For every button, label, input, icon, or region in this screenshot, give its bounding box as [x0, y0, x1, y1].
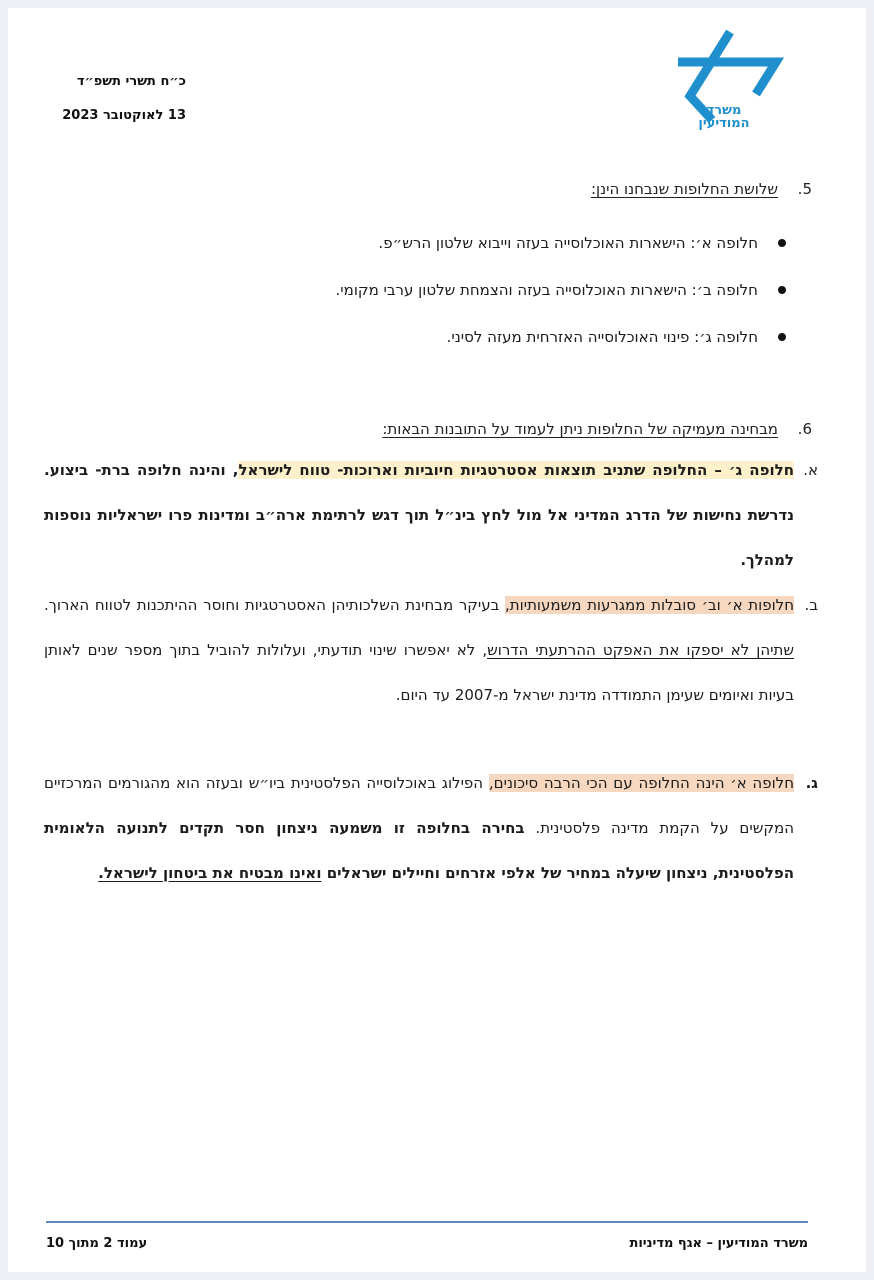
insight-c-highlight: חלופה א׳ הינה החלופה עם הכי הרבה סיכונים, [488, 774, 795, 792]
section-5-heading [591, 180, 812, 198]
footer-divider [46, 1221, 808, 1223]
gregorian-date: 13 לאוקטובר 2023 [62, 108, 186, 123]
section-5-number: 5. [797, 180, 812, 198]
insight-c-marker: ג. [805, 774, 818, 792]
insight-b-part-2: , לא יאפשרו שינוי תודעתי, ועלולות להוביל בתוך מספר שנים לאותן בעיות ואיומים שעימן התמודדה מדינת ישראל מ-2007 עד היום. [44, 641, 794, 704]
insight-b-body [44, 583, 794, 718]
insight-c-body [44, 761, 794, 896]
list-item [166, 230, 786, 277]
bullet-text: חלופה א׳: הישארות האוכלוסייה בעזה וייבוא שלטון הרש״פ. [378, 234, 758, 252]
insight-a-highlight: חלופה ג׳ – החלופה שתניב תוצאות אסטרטגיות חיוביות וארוכות- טווח לישראל [238, 461, 794, 479]
insight-b-underlined: שתיהן לא יספקו את האפקט ההרתעתי הדרוש [487, 641, 794, 659]
footer-department: משרד המודיעין – אגף מדיניות [629, 1236, 808, 1251]
hebrew-date: כ״ח תשרי תשפ״ד [76, 74, 186, 89]
insight-c-part-1: הפילוג באוכלוסייה הפלסטינית ביו״ש ובעזה הוא מהגורמים המרכזיים המקשים על הקמת מדינה פלסטינית. [44, 774, 794, 837]
insight-a-rest: , והינה חלופה ברת- ביצוע. נדרשת נחישות של הדרג המדיני אל מול לחץ בינ״ל תוך דגש לרתימת ארה״ב ומדינות פרו ישראליות נוספות למהלך. [44, 461, 794, 569]
insight-b-part-1: בעיקר מבחינת השלכותיהן האסטרטגיות וחוסר ההיתכנות לטווח הארוך. [44, 596, 505, 614]
insight-b-highlight: חלופות א׳ וב׳ סובלות ממגרעות משמעותיות, [505, 596, 794, 614]
insight-b-marker: ב. [804, 596, 818, 614]
insight-c-bold: בחירה בחלופה זו משמעה ניצחון חסר תקדים לתנועה הלאומית הפלסטינית, ניצחון שיעלה במחיר של אלפי אזרחים וחיילים ישראלים [44, 819, 794, 882]
bullet-text: חלופה ג׳: פינוי האוכלוסייה האזרחית מעזה לסיני. [446, 328, 758, 346]
insight-b [44, 583, 818, 718]
page-number: עמוד 2 מתוך 10 [46, 1236, 148, 1251]
insight-c [44, 761, 818, 896]
document-page [8, 8, 866, 1272]
list-item [166, 277, 786, 324]
section-6-number: 6. [797, 420, 812, 438]
section-5-title: שלושת החלופות שנבחנו הינן: [590, 180, 778, 198]
logo-text-line-1: משרד [706, 103, 742, 118]
logo-text-line-2: המודיעין [698, 116, 750, 131]
insight-c-bold-underlined: ואינו מבטיח את ביטחון לישראל. [98, 864, 322, 882]
logo-text [672, 104, 776, 130]
list-item [166, 324, 786, 371]
alternatives-list [166, 230, 786, 371]
insight-a [44, 448, 818, 583]
bullet-dot-icon [778, 333, 786, 341]
insight-a-marker: א. [803, 461, 818, 479]
bullet-dot-icon [778, 286, 786, 294]
insight-a-body [44, 448, 794, 583]
bullet-dot-icon [778, 239, 786, 247]
bullet-text: חלופה ב׳: הישארות האוכלוסייה בעזה והצמחת שלטון ערבי מקומי. [335, 281, 758, 299]
section-6-heading [382, 420, 812, 438]
section-6-title: מבחינה מעמיקה של החלופות ניתן לעמוד על התובנות הבאות: [382, 420, 778, 438]
